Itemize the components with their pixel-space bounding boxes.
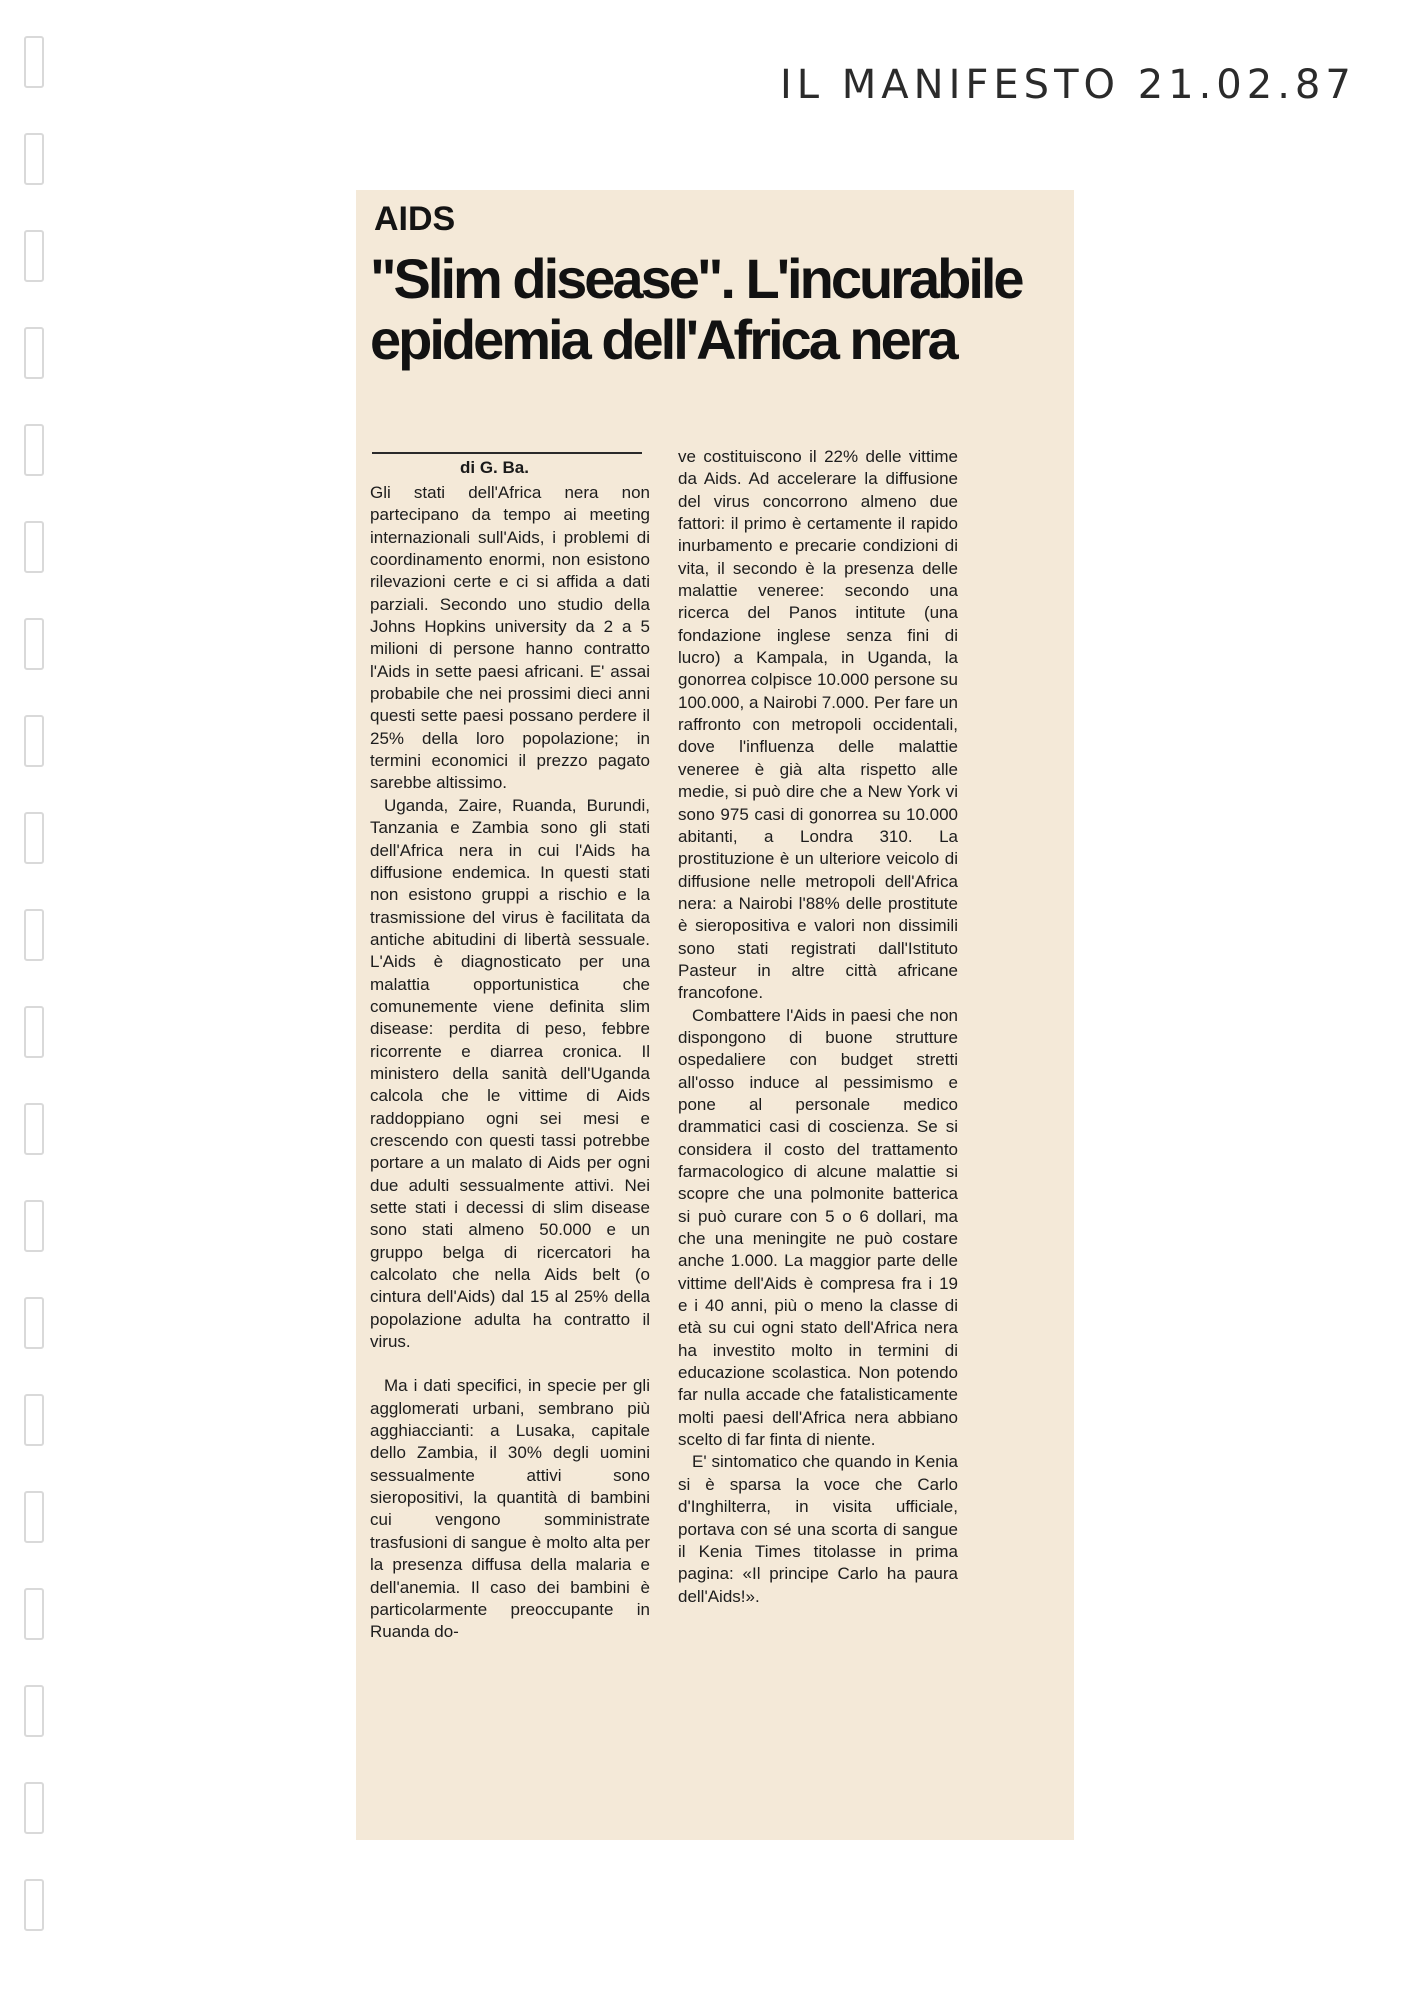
binder-hole [24,618,44,670]
binder-hole [24,1200,44,1252]
handwritten-source-note: IL MANIFESTO 21.02.87 [780,62,1356,108]
binder-hole [24,133,44,185]
byline-rule [372,452,642,454]
binder-hole [24,1782,44,1834]
binder-hole [24,327,44,379]
binder-hole [24,812,44,864]
paragraph: ve costituiscono il 22% delle vittime da Aids. Ad accelerare la diffusione del virus concorrono almeno due fattori: il primo è certamente il rapido inurbamento e precarie condizioni di vita, il secondo è la presenza delle malattie veneree: secondo una ricerca del Panos intitute (una fondazione inglese senza fini di lucro) a Kampala, in Uganda, la gonorrea colpisce 10.000 persone su 100.000, a Nairobi 7.000. Per fare un raffronto con metropoli occidentali, dove l'influenza delle malattie veneree è già alta rispetto alle medie, si può dire che a New York vi sono 975 casi di gonorrea su 10.000 abitanti, a Londra 310. La prostituzione è un ulteriore veicolo di diffusione nelle metropoli dell'Africa nera: a Nairobi l'88% delle prostitute è sieropositiva e valori non dissimili sono stati registrati dall'Istituto Pasteur in altre città africane francofone. [678,447,958,1003]
article-headline: "Slim disease". L'incurabile epidemia dell'Africa nera [370,247,1022,371]
article-byline: di G. Ba. [460,458,529,477]
paragraph: Ma i dati specifici, in specie per gli agglomerati urbani, sembrano più agghiaccianti: a Lusaka, capitale dello Zambia, il 30% degli uomini sessualmente attivi sono sieropositivi, la quantità di bambini cui vengono somministrate trasfusioni di sangue è molto alta per la presenza diffusa della malaria e dell'anemia. Il caso dei bambini è particolarmente preoccupante in Ruanda do- [370,1376,650,1642]
newspaper-clipping [356,190,1074,1840]
article-column-right [678,446,958,1608]
binder-hole [24,1588,44,1640]
binder-hole [24,521,44,573]
paragraph: Combattere l'Aids in paesi che non dispongono di buone strutture ospedaliere con budget stretti all'osso induce al pessimismo e pone al personale medico drammatici casi di coscienza. Se si considera il costo del trattamento farmacologico di alcune malattie si scopre che una polmonite batterica si può curare con 5 o 6 dollari, ma che una meningite ne può costare anche 1.000. La maggior parte delle vittime dell'Aids è compresa fra i 19 e i 40 anni, più o meno la classe di età su cui ogni stato dell'Africa nera ha investito molto in termini di educazione scolastica. Non potendo far nulla accade che fatalisticamente molti paesi dell'Africa nera abbiano scelto di far finta di niente. [678,1005,958,1450]
binder-hole [24,1006,44,1058]
paragraph: Uganda, Zaire, Ruanda, Burundi, Tanzania e Zambia sono gli stati dell'Africa nera in cui l'Aids ha diffusione endemica. In questi stati non esistono gruppi a rischio e la trasmissione del virus è facilitata da antiche abitudini di libertà sessuale. L'Aids è diagnosticato per una malattia opportunistica che comunemente viene definita slim disease: perdita di peso, febbre ricorrente e diarrea cronica. Il ministero della sanità dell'Uganda calcola che le vittime di Aids raddoppiano ogni sei mesi e crescendo con questi tassi potrebbe portare a un malato di Aids per ogni due adulti sessualmente attivi. Nei sette stati i decessi di slim disease sono stati almeno 50.000 e un gruppo belga di ricercatori ha calcolato che nella Aids belt (o cintura dell'Aids) dal 15 al 25% della popolazione adulta ha contratto il virus. [370,795,650,1352]
binder-hole [24,1103,44,1155]
article-column-left [370,482,650,1644]
binder-hole [24,909,44,961]
binder-hole [24,1297,44,1349]
paragraph: E' sintomatico che quando in Kenia si è sparsa la voce che Carlo d'Inghilterra, in visita ufficiale, portava con sé una scorta di sangue il Kenia Times titolasse in prima pagina: «Il principe Carlo ha paura dell'Aids!». [678,1452,958,1606]
article-kicker: AIDS [374,200,456,238]
binder-hole [24,230,44,282]
paragraph: Gli stati dell'Africa nera non partecipano da tempo ai meeting internazionali sull'Aids, i problemi di coordinamento enormi, non esistono rilevazioni certe e ci si affida a dati parziali. Secondo uno studio della Johns Hopkins university da 2 a 5 milioni di persone hanno contratto l'Aids in sette paesi africani. E' assai probabile che nei prossimi dieci anni questi sette paesi possano perdere il 25% della loro popolazione; in termini economici il prezzo pagato sarebbe altissimo. [370,483,650,793]
binder-hole [24,715,44,767]
binder-hole [24,1491,44,1543]
binder-hole [24,1879,44,1931]
binder-hole [24,1394,44,1446]
binder-hole [24,1685,44,1737]
binder-hole [24,36,44,88]
binder-hole [24,424,44,476]
